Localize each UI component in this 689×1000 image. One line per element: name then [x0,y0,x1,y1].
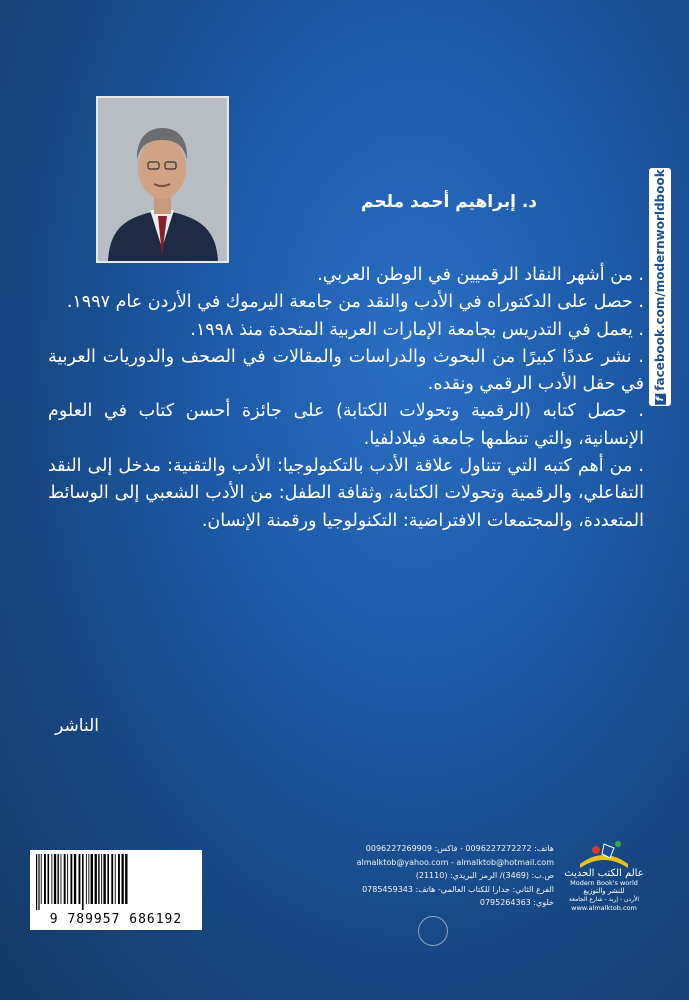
logo-website: www.almalktob.com [571,904,637,912]
barcode-bars [34,854,198,910]
contact-phones: هاتف: 0096227272272 - فاكس: 0096227269909 [365,844,554,853]
logo-english-name: Modern Book's world [570,879,638,887]
bio-paragraph: . حصل على الدكتوراه في الأدب والنقد من جامعة اليرموك في الأردن عام ١٩٩٧. [66,292,644,313]
book-logo-icon [574,838,634,870]
facebook-icon: f [655,394,666,405]
bio-paragraph: . يعمل في التدريس بجامعة الإمارات العربية المتحدة منذ ١٩٩٨. [190,319,644,340]
publisher-contact [357,842,554,910]
facebook-url: facebook.com/modernworldbook [653,169,667,391]
bio-paragraph: . من أهم كتبه التي تتناول علاقة الأدب بالتكنولوجيا: الأدب والتقنية: مدخل إلى النقد التفاعلي، والرقمية وتحولات الكتابة، وثقافة الطفل: من الأدب الشعبي إلى الوسائط المتعددة، والمجتمعات الافتراضية: التكنولوجيا ورقمنة الإنسان. [48,456,644,531]
publisher-label: الناشر [55,716,99,736]
bio-paragraph: . من أشهر النقاد الرقميين في الوطن العربي. [317,265,644,285]
bio-paragraph: . حصل كتابه (الرقمية وتحولات الكتابة) على جائزة أحسن كتاب في العلوم الإنسانية، والتي تنظمها جامعة فيلادلفيا. [48,401,644,449]
contact-branch: الفرع الثاني: جدارا للكتاب العالمي- هاتف: 0785459343 [362,884,554,894]
bio-paragraph: . نشر عددًا كبيرًا من البحوث والدراسات والمقالات في الصحف والدوريات العربية في حقل الأدب الرقمي ونقده. [48,346,644,395]
logo-arabic-name: عالم الكتب الحديث [564,868,644,879]
contact-emails: almalktob@yahoo.com - almalktob@hotmail.com [356,857,554,867]
contact-postal: ص.ب: (3469)/ الرمز البريدي: (21110) [415,871,554,880]
author-name: د. إبراهيم أحمد ملحم [361,192,537,212]
isbn-barcode [30,850,202,930]
logo-location: الأردن - إربد - شارع الجامعة [568,896,640,903]
facebook-side-banner [649,168,671,406]
publisher-logo [559,838,649,938]
contact-mobile: خلوي: 0795264363 [479,898,554,907]
logo-arabic-subtitle: للنشر والتوزيع [583,887,625,895]
isbn-digits: 9 789957 686192 [49,912,183,927]
author-bio [48,262,644,535]
author-photo [96,96,229,263]
library-stamp [418,916,448,946]
